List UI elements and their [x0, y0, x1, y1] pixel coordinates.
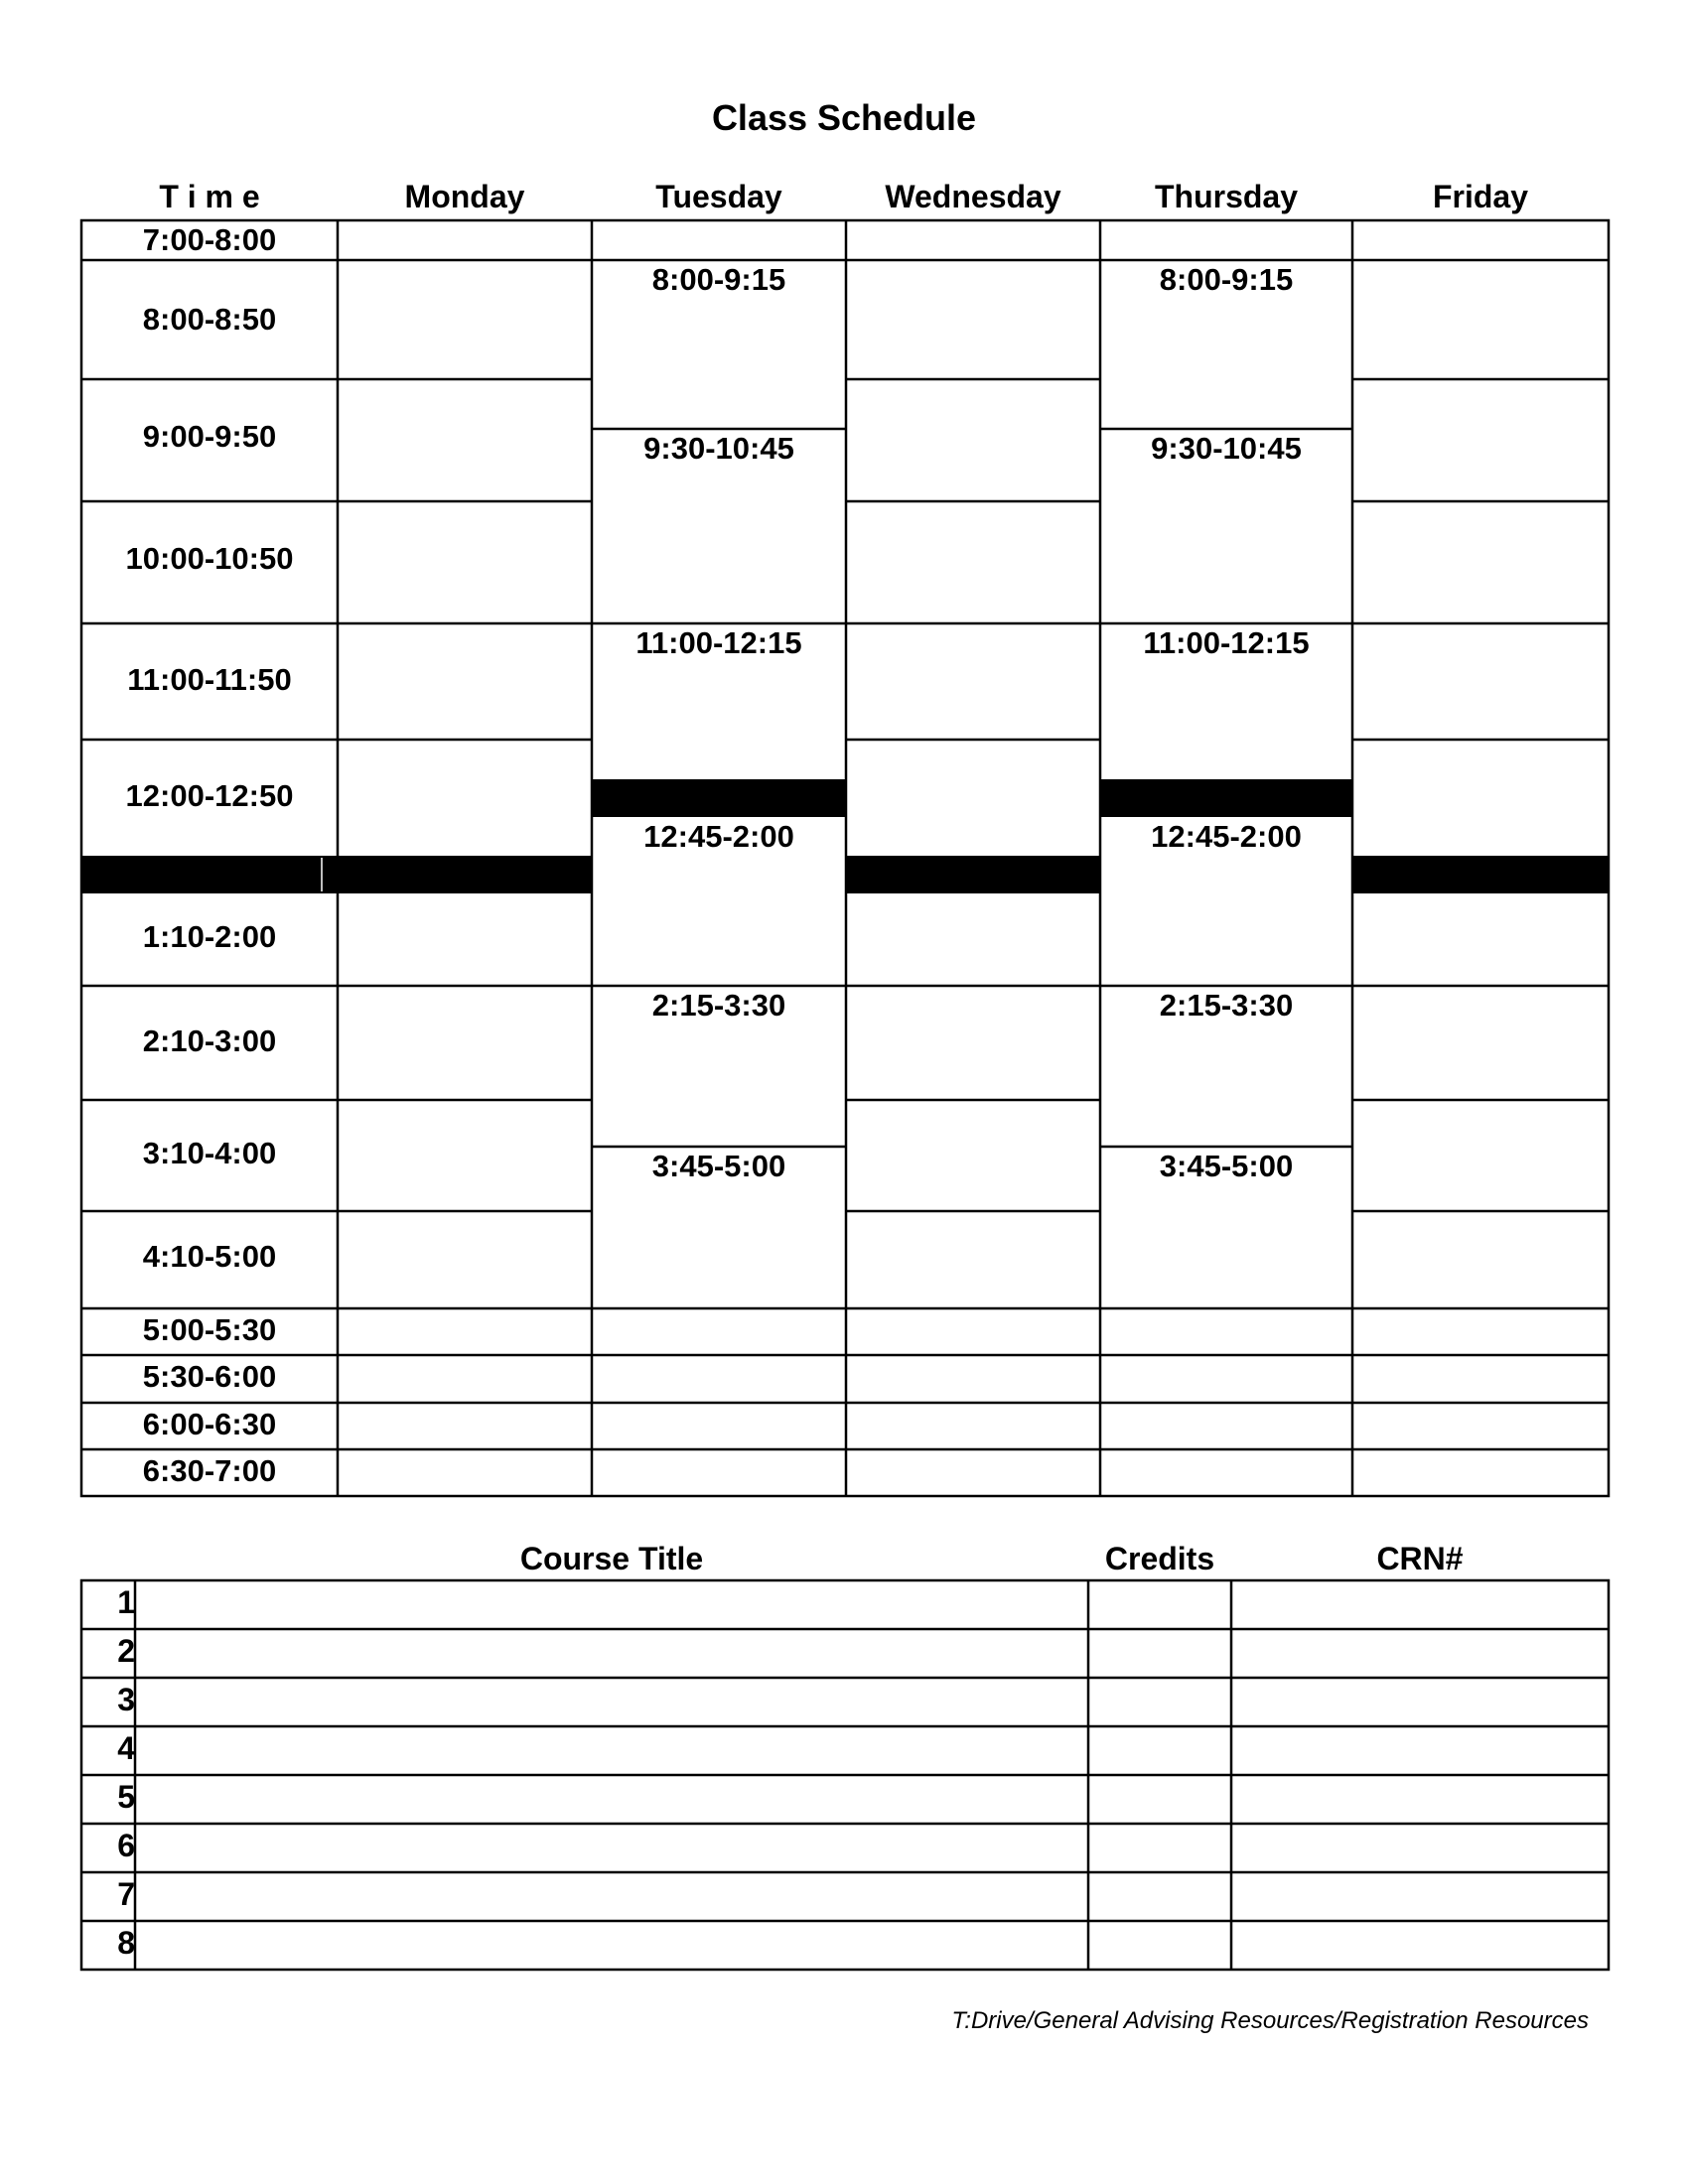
- time-slot: 1:10-2:00: [142, 919, 277, 954]
- course-title-header: Course Title: [519, 1541, 704, 1576]
- tuesday-block-label: 3:45-5:00: [651, 1149, 786, 1183]
- time-slot: 2:10-3:00: [142, 1024, 277, 1058]
- thursday-block-label: 9:30-10:45: [1151, 431, 1302, 466]
- tuesday-block-label: 12:45-2:00: [643, 819, 794, 854]
- header-time: T i m e: [159, 179, 260, 214]
- credits-header: Credits: [1104, 1541, 1215, 1576]
- time-slot: 7:00-8:00: [142, 222, 277, 257]
- time-slot: 8:00-8:50: [142, 302, 277, 337]
- course-row-number: 5: [117, 1779, 135, 1815]
- time-slot: 5:00-5:30: [142, 1312, 277, 1347]
- time-slot: 9:00-9:50: [142, 419, 277, 454]
- footer-path: T:Drive/General Advising Resources/Registration Resources: [951, 2007, 1589, 2034]
- time-slot: 5:30-6:00: [142, 1359, 277, 1394]
- course-row-number: 1: [117, 1584, 135, 1620]
- time-slot: 6:00-6:30: [142, 1407, 277, 1441]
- time-slot: 3:10-4:00: [142, 1136, 277, 1170]
- crn-header: CRN#: [1376, 1541, 1464, 1576]
- thursday-block-label: 3:45-5:00: [1159, 1149, 1294, 1183]
- course-row-number: 3: [117, 1682, 135, 1717]
- thursday-block-label: 12:45-2:00: [1151, 819, 1302, 854]
- tuesday-block-label: 11:00-12:15: [635, 625, 802, 660]
- course-row-number: 2: [117, 1633, 135, 1669]
- thursday-block-label: 2:15-3:30: [1159, 988, 1294, 1023]
- header-thursday: Thursday: [1154, 179, 1299, 214]
- course-row-number: 8: [117, 1925, 135, 1961]
- tuesday-block-label: 8:00-9:15: [651, 262, 786, 297]
- page-title: Class Schedule: [711, 97, 977, 138]
- time-slot: 12:00-12:50: [125, 778, 294, 813]
- thursday-block-label: 8:00-9:15: [1159, 262, 1294, 297]
- thursday-block-label: 11:00-12:15: [1143, 625, 1310, 660]
- tuesday-block-label: 9:30-10:45: [643, 431, 794, 466]
- header-tuesday: Tuesday: [655, 179, 782, 214]
- header-friday: Friday: [1432, 179, 1529, 214]
- time-slot: 10:00-10:50: [125, 541, 294, 576]
- tuesday-block-label: 2:15-3:30: [651, 988, 786, 1023]
- header-wednesday: Wednesday: [885, 179, 1061, 214]
- time-slot: 11:00-11:50: [127, 662, 292, 697]
- time-slot: 4:10-5:00: [142, 1239, 277, 1274]
- course-row-number: 6: [117, 1828, 135, 1863]
- time-slot: 6:30-7:00: [142, 1453, 277, 1488]
- header-monday: Monday: [404, 179, 525, 214]
- course-row-number: 4: [117, 1730, 135, 1766]
- course-row-number: 7: [117, 1876, 135, 1912]
